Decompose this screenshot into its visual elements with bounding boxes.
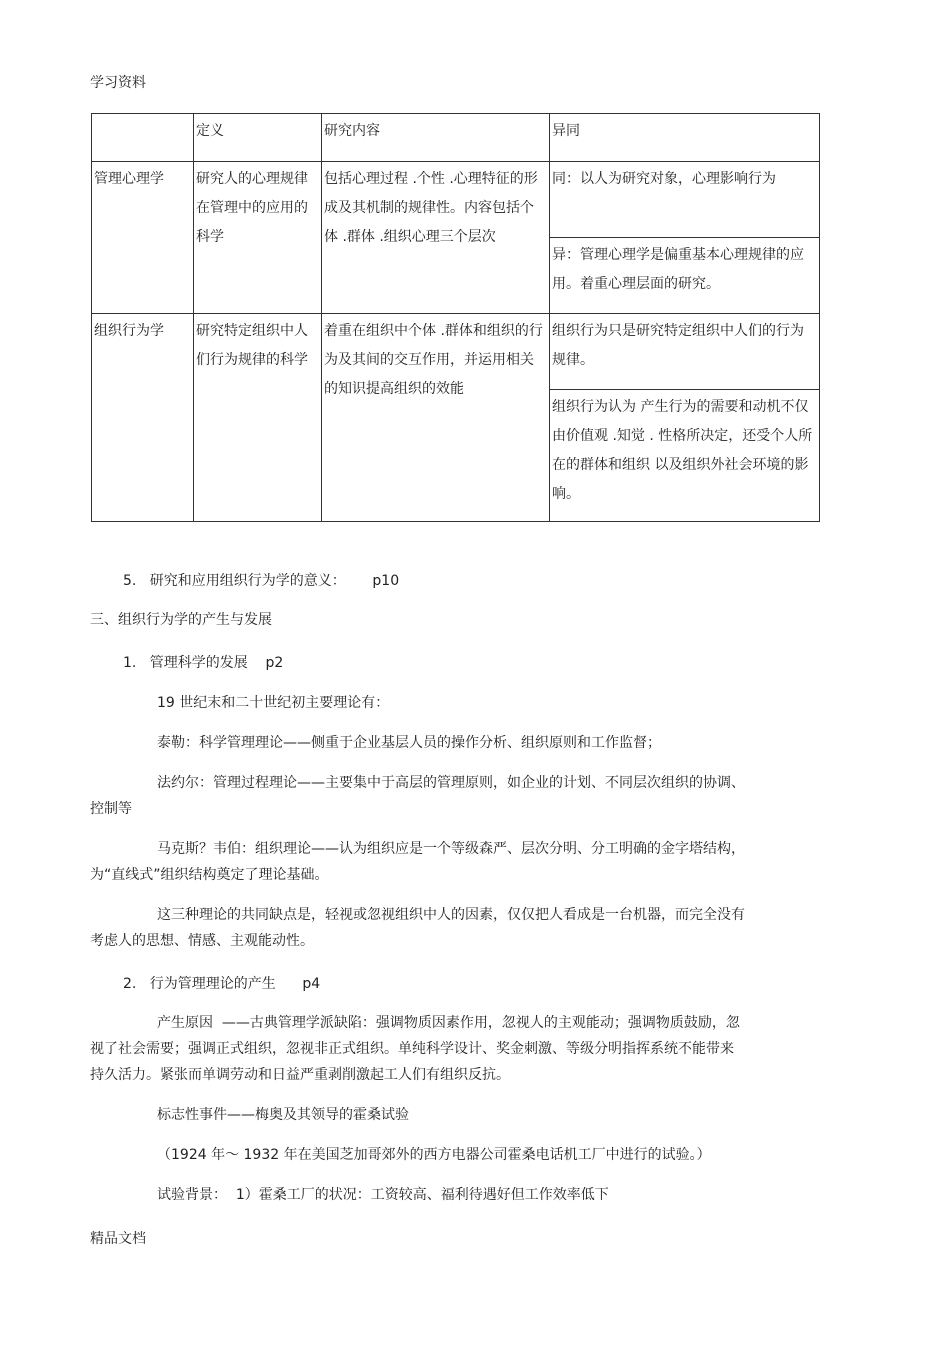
content-cell: 包括心理过程 .个性 .心理特征的形成及其机制的规律性。内容包括个体 .群体 .组织心理三个层次 bbox=[322, 162, 550, 314]
paragraph: 持久活力。紧张而单调劳动和日益严重剥削激起工人们有组织反抗。 bbox=[90, 1067, 510, 1083]
paragraph: 试验背景： 1）霍桑工厂的状况：工资较高、福利待遇好但工作效率低下 bbox=[157, 1187, 609, 1203]
list-item-1: 1. 管理科学的发展 p2 bbox=[123, 655, 284, 671]
difference-cell: 异：管理心理学是偏重基本心理规律的应用。着重心理层面的研究。 bbox=[550, 238, 820, 314]
page-footer: 精品文档 bbox=[90, 1231, 146, 1247]
paragraph: 马克斯？韦伯：组织理论——认为组织应是一个等级森严、层次分明、分工明确的金字塔结构， bbox=[157, 841, 745, 857]
similarity-cell: 组织行为只是研究特定组织中人们的行为规律。 bbox=[550, 314, 820, 390]
table-header-cell: 定义 bbox=[194, 114, 322, 162]
paragraph: 控制等 bbox=[90, 801, 132, 817]
table-header-cell: 异同 bbox=[550, 114, 820, 162]
page-header: 学习资料 bbox=[90, 75, 146, 91]
definition-cell: 研究人的心理规律在管理中的应用的科学 bbox=[194, 162, 322, 314]
paragraph: 标志性事件——梅奥及其领导的霍桑试验 bbox=[157, 1107, 409, 1123]
paragraph: 考虑人的思想、情感、主观能动性。 bbox=[90, 933, 314, 949]
paragraph: 为“直线式”组织结构奠定了理论基础。 bbox=[90, 867, 329, 883]
similarity-cell: 同：以人为研究对象，心理影响行为 bbox=[550, 162, 820, 238]
content-cell: 着重在组织中个体 .群体和组织的行为及其间的交互作用，并运用相关的知识提高组织的效能 bbox=[322, 314, 550, 522]
row-name-cell: 管理心理学 bbox=[92, 162, 194, 314]
table-header-cell: 研究内容 bbox=[322, 114, 550, 162]
table-row bbox=[92, 314, 820, 390]
paragraph: 视了社会需要；强调正式组织，忽视非正式组织。单纯科学设计、奖金刺激、等级分明指挥系统不能带来 bbox=[90, 1041, 734, 1057]
list-item-2: 2. 行为管理理论的产生 p4 bbox=[123, 976, 321, 992]
row-name-cell: 组织行为学 bbox=[92, 314, 194, 522]
paragraph: 这三种理论的共同缺点是，轻视或忽视组织中人的因素，仅仅把人看成是一台机器，而完全没有 bbox=[157, 907, 745, 923]
paragraph: （1924 年～ 1932 年在美国芝加哥郊外的西方电器公司霍桑电话机工厂中进行的试验。） bbox=[157, 1147, 711, 1163]
difference-cell: 组织行为认为 产生行为的需要和动机不仅由价值观 .知觉 . 性格所决定，还受个人所在的群体和组织 以及组织外社会环境的影响。 bbox=[550, 390, 820, 522]
section-heading-3: 三、组织行为学的产生与发展 bbox=[90, 612, 272, 628]
table-row bbox=[92, 162, 820, 238]
paragraph: 产生原因 ——古典管理学派缺陷：强调物质因素作用，忽视人的主观能动；强调物质鼓励，忽 bbox=[157, 1015, 740, 1031]
table-header-cell bbox=[92, 114, 194, 162]
table-header-row bbox=[92, 114, 820, 162]
list-item-5: 5. 研究和应用组织行为学的意义： p10 bbox=[123, 573, 400, 589]
paragraph: 法约尔：管理过程理论——主要集中于高层的管理原则，如企业的计划、不同层次组织的协调、 bbox=[157, 775, 745, 791]
comparison-table bbox=[91, 113, 820, 522]
paragraph: 19 世纪末和二十世纪初主要理论有： bbox=[157, 695, 390, 711]
paragraph: 泰勒：科学管理理论——侧重于企业基层人员的操作分析、组织原则和工作监督； bbox=[157, 735, 661, 751]
definition-cell: 研究特定组织中人们行为规律的科学 bbox=[194, 314, 322, 522]
